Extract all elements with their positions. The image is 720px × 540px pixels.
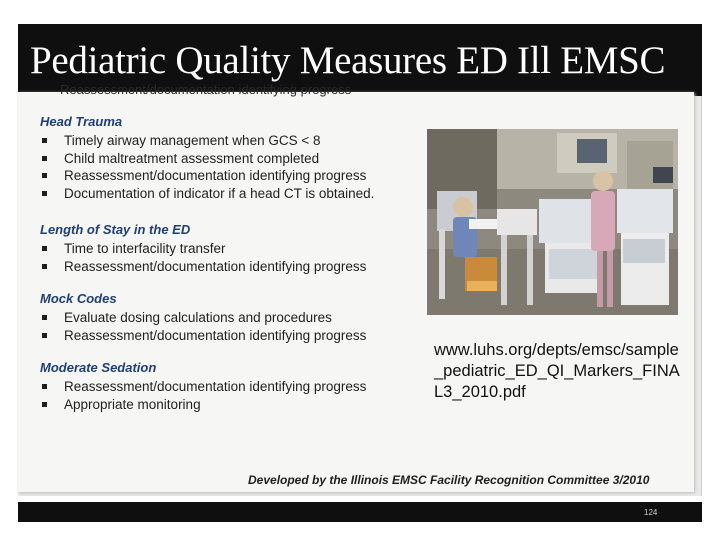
list-item: Child maltreatment assessment completed bbox=[40, 150, 420, 168]
slide-title: Pediatric Quality Measures ED Ill EMSC bbox=[30, 39, 666, 82]
panel-border bbox=[18, 96, 702, 496]
list-item: Documentation of indicator if a head CT is obtained. bbox=[40, 185, 420, 203]
list-item: Evaluate dosing calculations and procedures bbox=[40, 309, 420, 327]
list-item: Timely airway management when GCS < 8 bbox=[40, 132, 420, 150]
section-heading: Head Trauma bbox=[40, 114, 123, 129]
list-item: Reassessment/documentation identifying progress bbox=[40, 327, 420, 345]
section-heading: Mock Codes bbox=[40, 291, 117, 306]
section-heading: Length of Stay in the ED bbox=[40, 222, 191, 237]
list-item: Time to interfacility transfer bbox=[40, 240, 420, 258]
footer-bar bbox=[18, 502, 702, 522]
page-number: 124 bbox=[644, 508, 658, 517]
list-item: Appropriate monitoring bbox=[40, 396, 420, 414]
list-item: Reassessment/documentation identifying progress bbox=[40, 378, 420, 396]
section-heading: Moderate Sedation bbox=[40, 360, 157, 375]
content-panel bbox=[18, 82, 702, 496]
source-url: www.luhs.org/depts/emsc/sample_pediatric_ED_QI_Markers_FINAL3_2010.pdf bbox=[434, 341, 680, 401]
clipped-top-line: Reassessment/documentation identifying progress bbox=[60, 82, 352, 97]
list-item: Reassessment/documentation identifying progress bbox=[40, 167, 420, 185]
list-item: Reassessment/documentation identifying progress bbox=[40, 258, 420, 276]
credit-line: Developed by the Illinois EMSC Facility Recognition Committee 3/2010 bbox=[248, 473, 650, 487]
